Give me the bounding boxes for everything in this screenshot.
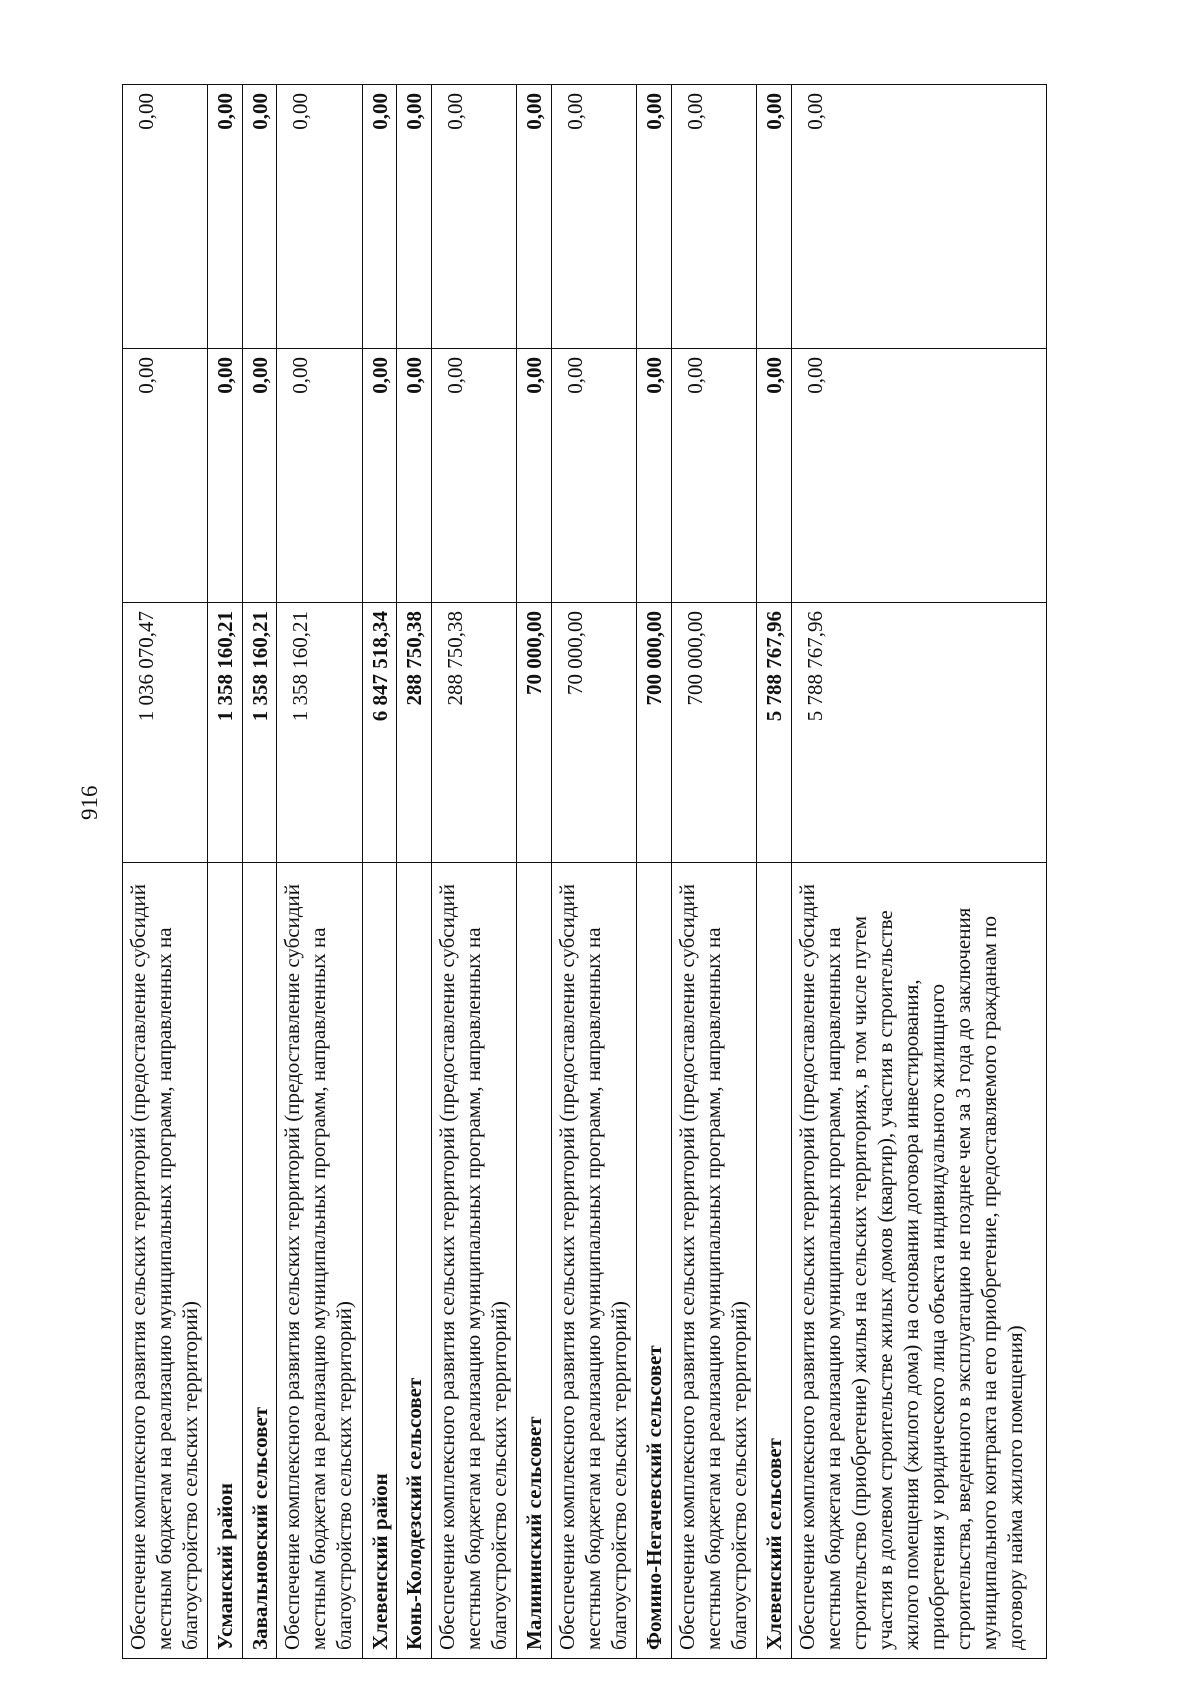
row-value-2: 0,00 — [277, 349, 362, 603]
table-row — [397, 85, 432, 1659]
row-value-2: 0,00 — [362, 349, 397, 603]
row-value-3: 0,00 — [671, 85, 756, 349]
row-value-2: 0,00 — [431, 349, 516, 603]
row-value-3: 0,00 — [277, 85, 362, 349]
row-name: Малининский сельсовет — [517, 863, 552, 1659]
table-row — [362, 85, 397, 1659]
row-name: Хлевенский сельсовет — [757, 863, 792, 1659]
row-value-3: 0,00 — [551, 85, 636, 349]
budget-table — [122, 84, 1047, 1659]
row-value-2: 0,00 — [791, 349, 1046, 603]
row-value-3: 0,00 — [517, 85, 552, 349]
row-value-1: 70 000,00 — [517, 603, 552, 863]
row-value-3: 0,00 — [362, 85, 397, 349]
table-row — [517, 85, 552, 1659]
table-row — [791, 85, 1046, 1659]
row-value-3: 0,00 — [637, 85, 672, 349]
table-row — [208, 85, 243, 1659]
table-row — [637, 85, 672, 1659]
row-value-1: 700 000,00 — [637, 603, 672, 863]
row-value-1: 5 788 767,96 — [757, 603, 792, 863]
row-name: Обеспечение комплексного развития сельских территорий (предоставление субсидий местным бюджетам на реализацию муниципальных программ, направленных на благоустройство сельских территорий) — [277, 863, 362, 1659]
row-value-1: 288 750,38 — [431, 603, 516, 863]
row-value-1: 5 788 767,96 — [791, 603, 1046, 863]
row-value-3: 0,00 — [208, 85, 243, 349]
row-value-2: 0,00 — [757, 349, 792, 603]
row-value-3: 0,00 — [397, 85, 432, 349]
row-value-1: 6 847 518,34 — [362, 603, 397, 863]
row-name: Завальновский сельсовет — [242, 863, 277, 1659]
table-row — [551, 85, 636, 1659]
row-value-1: 1 358 160,21 — [242, 603, 277, 863]
table-row — [123, 85, 208, 1659]
row-value-1: 288 750,38 — [397, 603, 432, 863]
row-value-1: 1 036 070,47 — [123, 603, 208, 863]
rotated-table-container — [122, 85, 1047, 1659]
row-value-2: 0,00 — [637, 349, 672, 603]
row-name: Усманский район — [208, 863, 243, 1659]
row-value-3: 0,00 — [757, 85, 792, 349]
row-value-2: 0,00 — [208, 349, 243, 603]
row-name: Обеспечение комплексного развития сельских территорий (предоставление субсидий местным бюджетам на реализацию муниципальных программ, направленных на благоустройство сельских территорий) — [671, 863, 756, 1659]
row-value-1: 700 000,00 — [671, 603, 756, 863]
table-row — [277, 85, 362, 1659]
row-name: Обеспечение комплексного развития сельских территорий (предоставление субсидий местным бюджетам на реализацию муниципальных программ, направленных на благоустройство сельских территорий) — [551, 863, 636, 1659]
table-row — [671, 85, 756, 1659]
row-value-2: 0,00 — [671, 349, 756, 603]
row-name: Обеспечение комплексного развития сельских территорий (предоставление субсидий местным бюджетам на реализацию муниципальных программ, направленных на благоустройство сельских территорий) — [431, 863, 516, 1659]
row-name: Обеспечение комплексного развития сельских территорий (предоставление субсидий местным бюджетам на реализацию муниципальных программ, направленных на благоустройство сельских территорий) — [123, 863, 208, 1659]
row-value-1: 70 000,00 — [551, 603, 636, 863]
row-value-2: 0,00 — [551, 349, 636, 603]
table-row — [757, 85, 792, 1659]
row-value-1: 1 358 160,21 — [277, 603, 362, 863]
row-value-1: 1 358 160,21 — [208, 603, 243, 863]
row-name: Хлевенский район — [362, 863, 397, 1659]
row-name: Обеспечение комплексного развития сельских территорий (предоставление субсидий местным бюджетам на реализацию муниципальных программ, направленных на строительство (приобретение) жилья на сельских территориях, в том числе путем участия в долевом строительстве жилых домов (квартир), участия в строительстве жилого помещения (жилого дома) на основании договора инвестирования, приобретения у юридического лица объекта индивидуального жилищного строительства, введенного в эксплуатацию не позднее чем за 3 года до заключения муниципального контракта на его приобретение, предоставляемого гражданам по договору найма жилого помещения) — [791, 863, 1046, 1659]
row-value-3: 0,00 — [791, 85, 1046, 349]
row-value-2: 0,00 — [517, 349, 552, 603]
row-name: Фомино-Негачевский сельсовет — [637, 863, 672, 1659]
page-number: 916 — [77, 785, 102, 820]
table-row — [242, 85, 277, 1659]
table-row — [431, 85, 516, 1659]
row-value-2: 0,00 — [242, 349, 277, 603]
row-value-2: 0,00 — [397, 349, 432, 603]
row-value-3: 0,00 — [123, 85, 208, 349]
row-value-3: 0,00 — [242, 85, 277, 349]
row-name: Конь-Колодезский сельсовет — [397, 863, 432, 1659]
row-value-3: 0,00 — [431, 85, 516, 349]
row-value-2: 0,00 — [123, 349, 208, 603]
